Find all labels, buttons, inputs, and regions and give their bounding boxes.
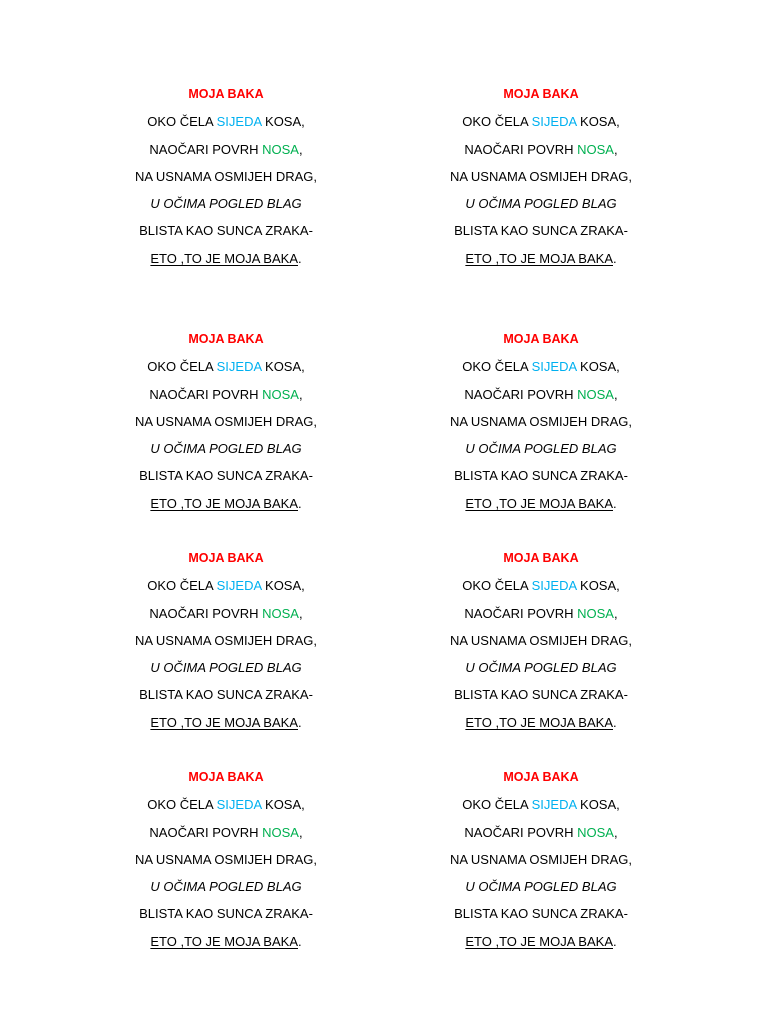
poem-line-6-period: . [613, 714, 617, 730]
poem-line-3: NA USNAMA OSMIJEH DRAG, [449, 632, 633, 648]
poem-line-1-end: KOSA, [576, 359, 620, 375]
poem-line-6 [106, 490, 346, 517]
poem-line-5: BLISTA KAO SUNCA ZRAKA- [454, 223, 628, 239]
word-nosa: NOSA [577, 386, 614, 402]
poem-block [421, 326, 661, 517]
poem-line-1-start: OKO ČELA [147, 578, 217, 594]
poem-line-4: U OČIMA POGLED BLAG [150, 441, 302, 457]
poem-line-2-end: , [298, 824, 303, 840]
poem-line-2-start: NAOČARI POVRH [464, 605, 578, 621]
poem-line-6-period: . [613, 250, 617, 266]
poem-line-1-end: KOSA, [576, 578, 620, 594]
poem-title: MOJA BAKA [503, 551, 579, 565]
poem-line-4: U OČIMA POGLED BLAG [465, 441, 617, 457]
word-nosa: NOSA [577, 141, 614, 157]
poem-line-2-start: NAOČARI POVRH [149, 141, 263, 157]
poem-line-2 [421, 136, 661, 163]
word-sijeda: SIJEDA [531, 797, 577, 813]
poem-line-1 [421, 108, 661, 135]
poem-line-4: U OČIMA POGLED BLAG [150, 660, 302, 676]
word-sijeda: SIJEDA [216, 359, 262, 375]
poem-line-1-start: OKO ČELA [147, 359, 217, 375]
poem-line-3: NA USNAMA OSMIJEH DRAG, [134, 632, 318, 648]
poem-line-4: U OČIMA POGLED BLAG [465, 196, 617, 212]
poem-line-2 [106, 600, 346, 627]
poem-block [106, 545, 346, 736]
poem-line-2-end: , [613, 605, 618, 621]
word-sijeda: SIJEDA [216, 114, 262, 130]
word-nosa: NOSA [262, 386, 299, 402]
poem-line-2-start: NAOČARI POVRH [464, 824, 578, 840]
poem-line-6-underlined: ETO ,TO JE MOJA BAKA [150, 250, 298, 266]
poem-line-6-underlined: ETO ,TO JE MOJA BAKA [465, 495, 613, 511]
word-sijeda: SIJEDA [216, 578, 262, 594]
poem-line-1 [106, 572, 346, 599]
poem-line-2-start: NAOČARI POVRH [464, 141, 578, 157]
poem-line-5: BLISTA KAO SUNCA ZRAKA- [454, 687, 628, 703]
word-nosa: NOSA [262, 824, 299, 840]
poem-title: MOJA BAKA [503, 332, 579, 346]
poem-line-5: BLISTA KAO SUNCA ZRAKA- [139, 906, 313, 922]
poem-line-6 [106, 928, 346, 955]
poem-line-2 [106, 819, 346, 846]
poem-line-4: U OČIMA POGLED BLAG [465, 660, 617, 676]
poem-line-2-start: NAOČARI POVRH [149, 605, 263, 621]
poem-line-6-period: . [298, 495, 302, 511]
poem-line-6-underlined: ETO ,TO JE MOJA BAKA [465, 714, 613, 730]
poem-line-6 [106, 245, 346, 272]
poem-block [106, 326, 346, 517]
poem-title: MOJA BAKA [188, 332, 264, 346]
poem-line-2-end: , [298, 141, 303, 157]
poem-line-6-period: . [298, 933, 302, 949]
word-sijeda: SIJEDA [531, 359, 577, 375]
poem-line-6-period: . [613, 495, 617, 511]
poem-line-6-period: . [298, 250, 302, 266]
poem-line-6-underlined: ETO ,TO JE MOJA BAKA [150, 933, 298, 949]
word-nosa: NOSA [262, 605, 299, 621]
poem-line-1-start: OKO ČELA [147, 797, 217, 813]
poem-title: MOJA BAKA [503, 770, 579, 784]
poem-line-5: BLISTA KAO SUNCA ZRAKA- [454, 906, 628, 922]
poem-line-2 [421, 819, 661, 846]
poem-line-6-underlined: ETO ,TO JE MOJA BAKA [465, 250, 613, 266]
poem-line-3: NA USNAMA OSMIJEH DRAG, [449, 168, 633, 184]
poem-line-6-underlined: ETO ,TO JE MOJA BAKA [150, 714, 298, 730]
poem-line-1 [421, 353, 661, 380]
poem-line-4: U OČIMA POGLED BLAG [150, 196, 302, 212]
poem-line-1-start: OKO ČELA [462, 359, 532, 375]
poem-line-2-start: NAOČARI POVRH [464, 386, 578, 402]
poem-line-2-end: , [298, 605, 303, 621]
poem-title: MOJA BAKA [188, 551, 264, 565]
word-sijeda: SIJEDA [531, 578, 577, 594]
poem-line-2 [106, 136, 346, 163]
poem-line-2 [421, 600, 661, 627]
poem-title: MOJA BAKA [188, 770, 264, 784]
poem-line-4: U OČIMA POGLED BLAG [150, 879, 302, 895]
poem-line-6-period: . [613, 933, 617, 949]
poem-line-6 [421, 490, 661, 517]
poem-line-2 [106, 381, 346, 408]
poem-line-1-end: KOSA, [261, 359, 305, 375]
poem-line-1-start: OKO ČELA [462, 797, 532, 813]
poem-line-3: NA USNAMA OSMIJEH DRAG, [449, 413, 633, 429]
poem-block [421, 764, 661, 955]
poem-block [106, 81, 346, 272]
poem-line-5: BLISTA KAO SUNCA ZRAKA- [139, 687, 313, 703]
poem-line-3: NA USNAMA OSMIJEH DRAG, [134, 413, 318, 429]
poem-line-1-end: KOSA, [576, 797, 620, 813]
poem-line-5: BLISTA KAO SUNCA ZRAKA- [139, 468, 313, 484]
poem-title: MOJA BAKA [503, 87, 579, 101]
poem-line-1 [106, 108, 346, 135]
word-sijeda: SIJEDA [216, 797, 262, 813]
word-nosa: NOSA [577, 824, 614, 840]
poem-line-5: BLISTA KAO SUNCA ZRAKA- [454, 468, 628, 484]
poem-line-1-end: KOSA, [261, 578, 305, 594]
poem-line-1 [421, 572, 661, 599]
poem-line-6 [421, 245, 661, 272]
poem-line-6-underlined: ETO ,TO JE MOJA BAKA [150, 495, 298, 511]
poem-line-1-start: OKO ČELA [147, 114, 217, 130]
poem-block [421, 545, 661, 736]
poem-line-2-start: NAOČARI POVRH [149, 386, 263, 402]
poem-block [421, 81, 661, 272]
poem-line-6-period: . [298, 714, 302, 730]
poem-line-2-end: , [613, 386, 618, 402]
poem-line-1-end: KOSA, [261, 114, 305, 130]
poem-line-4: U OČIMA POGLED BLAG [465, 879, 617, 895]
poem-line-6-underlined: ETO ,TO JE MOJA BAKA [465, 933, 613, 949]
word-nosa: NOSA [577, 605, 614, 621]
poem-line-1 [421, 791, 661, 818]
poem-line-3: NA USNAMA OSMIJEH DRAG, [449, 851, 633, 867]
poem-line-1-start: OKO ČELA [462, 578, 532, 594]
poem-line-2-end: , [298, 386, 303, 402]
poem-line-3: NA USNAMA OSMIJEH DRAG, [134, 851, 318, 867]
poem-line-2 [421, 381, 661, 408]
poem-line-6 [421, 709, 661, 736]
poem-line-6 [106, 709, 346, 736]
poem-line-3: NA USNAMA OSMIJEH DRAG, [134, 168, 318, 184]
poem-line-1-end: KOSA, [576, 114, 620, 130]
poem-line-1 [106, 353, 346, 380]
poem-title: MOJA BAKA [188, 87, 264, 101]
poem-line-5: BLISTA KAO SUNCA ZRAKA- [139, 223, 313, 239]
poem-line-1-end: KOSA, [261, 797, 305, 813]
word-sijeda: SIJEDA [531, 114, 577, 130]
poem-line-1-start: OKO ČELA [462, 114, 532, 130]
poem-line-2-end: , [613, 141, 618, 157]
poem-line-6 [421, 928, 661, 955]
poem-line-2-end: , [613, 824, 618, 840]
poem-line-1 [106, 791, 346, 818]
poem-block [106, 764, 346, 955]
poem-line-2-start: NAOČARI POVRH [149, 824, 263, 840]
word-nosa: NOSA [262, 141, 299, 157]
